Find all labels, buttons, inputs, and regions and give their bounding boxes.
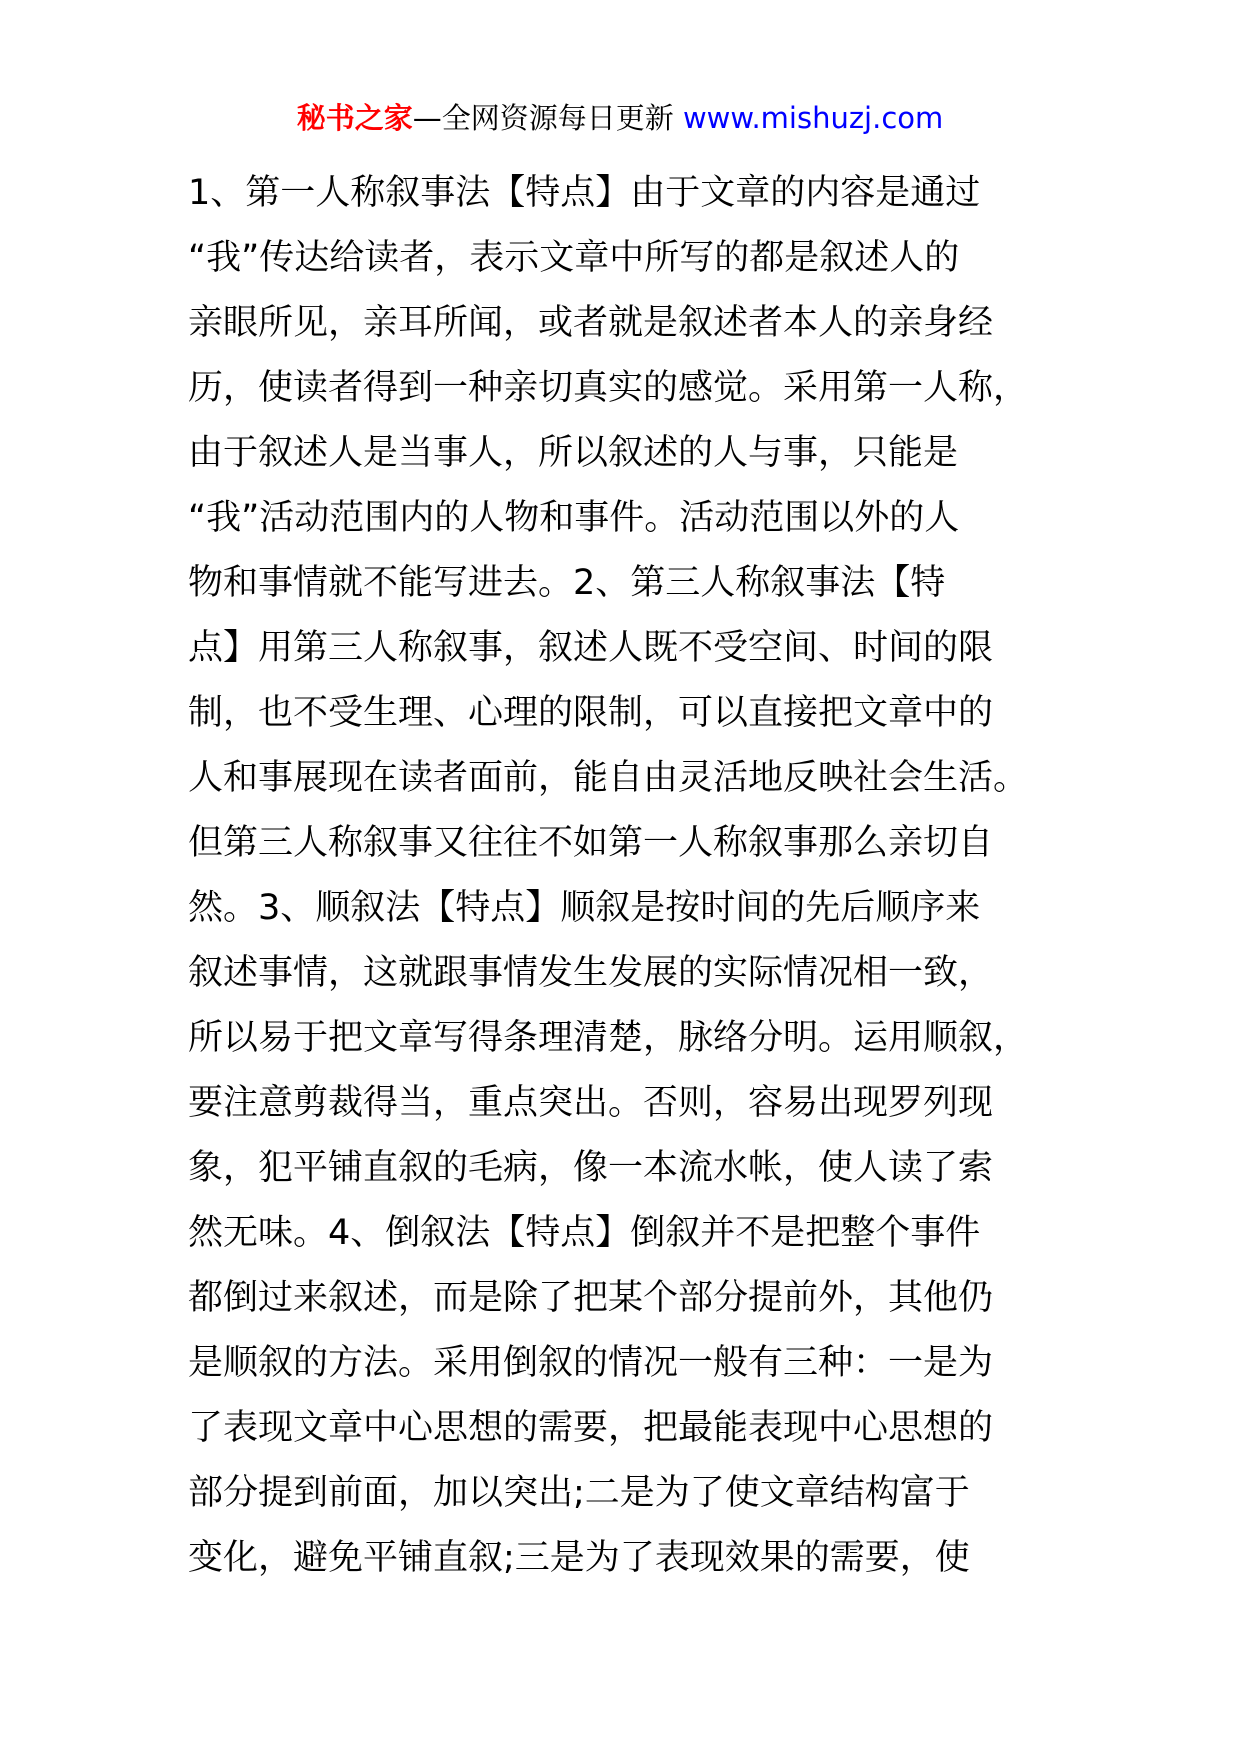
text-line: 要注意剪裁得当，重点突出。否则，容易出现罗列现: [188, 1083, 994, 1123]
text-line: 部分提到前面，加以突出;二是为了使文章结构富于: [188, 1473, 970, 1513]
text-line: 亲眼所见，亲耳所闻，或者就是叙述者本人的亲身经: [188, 303, 994, 343]
text-line: 但第三人称叙事又往往不如第一人称叙事那么亲切自: [188, 823, 994, 863]
text-line: 然无味。4、倒叙法【特点】倒叙并不是把整个事件: [188, 1213, 981, 1253]
header-tagline: —全网资源每日更新: [412, 101, 674, 135]
text-line: 物和事情就不能写进去。2、第三人称叙事法【特: [188, 563, 946, 603]
page-header: [0, 98, 1240, 138]
text-line: “我”传达给读者，表示文章中所写的都是叙述人的: [188, 238, 960, 278]
text-line: 所以易于把文章写得条理清楚，脉络分明。运用顺叙，: [188, 1018, 1029, 1058]
text-line: 了表现文章中心思想的需要，把最能表现中心思想的: [188, 1408, 994, 1448]
text-line: 历，使读者得到一种亲切真实的感觉。采用第一人称，: [188, 368, 1029, 408]
text-line: 1、第一人称叙事法【特点】由于文章的内容是通过: [188, 173, 981, 213]
text-line: 都倒过来叙述，而是除了把某个部分提前外，其他仍: [188, 1278, 994, 1318]
document-body: [188, 161, 1088, 1591]
brand-name: 秘书之家: [296, 101, 413, 135]
text-line: 变化，避免平铺直叙;三是为了表现效果的需要，使: [188, 1538, 970, 1578]
text-line: 是顺叙的方法。采用倒叙的情况一般有三种：一是为: [188, 1343, 994, 1383]
site-url[interactable]: www.mishuzj.com: [682, 101, 944, 135]
text-line: 然。3、顺叙法【特点】顺叙是按时间的先后顺序来: [188, 888, 981, 928]
text-line: 象，犯平铺直叙的毛病，像一本流水帐，使人读了索: [188, 1148, 994, 1188]
text-line: 叙述事情，这就跟事情发生发展的实际情况相一致，: [188, 953, 994, 993]
text-line: 由于叙述人是当事人，所以叙述的人与事，只能是: [188, 433, 959, 473]
text-line: “我”活动范围内的人物和事件。活动范围以外的人: [188, 498, 960, 538]
text-line: 点】用第三人称叙事，叙述人既不受空间、时间的限: [188, 628, 994, 668]
text-line: 人和事展现在读者面前，能自由灵活地反映社会生活。: [188, 758, 1029, 798]
text-line: 制，也不受生理、心理的限制，可以直接把文章中的: [188, 693, 994, 733]
